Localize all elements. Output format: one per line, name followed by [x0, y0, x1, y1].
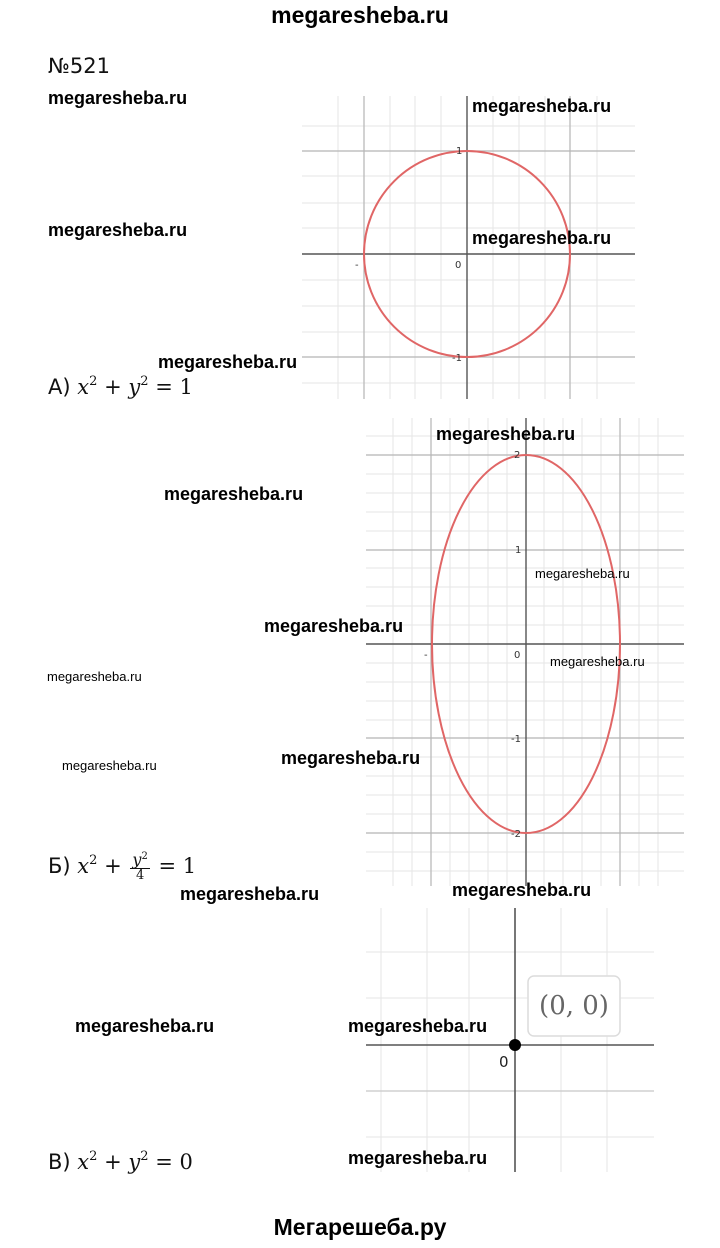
eq-c-y: y [128, 1150, 141, 1174]
graph-b-ellipse [366, 418, 684, 886]
watermark: megaresheba.ru [48, 88, 188, 108]
watermark: megaresheba.ru [62, 758, 157, 773]
eq-c-y-exp: 2 [140, 1149, 149, 1164]
tick-label-y-neg2: -2 [511, 829, 521, 840]
eq-a-y: y [128, 375, 141, 399]
watermark: megaresheba.ru [48, 220, 188, 240]
tick-label-origin: 0 [514, 650, 521, 661]
watermark: megaresheba.ru [180, 884, 320, 904]
eq-c-x: x [77, 1150, 90, 1174]
eq-a-x: x [77, 375, 90, 399]
watermark: megaresheba.ru [550, 654, 645, 669]
eq-c-rhs: = 0 [155, 1150, 193, 1174]
watermark: megaresheba.ru [436, 424, 576, 444]
eq-b-x: x [77, 854, 90, 878]
eq-b-plus: + [104, 854, 122, 878]
watermark: megaresheba.ru [281, 748, 421, 768]
watermark: megaresheba.ru [158, 352, 298, 372]
equation-b-label: Б) [48, 854, 71, 878]
watermark: megaresheba.ru [535, 566, 630, 581]
eq-a-x-exp: 2 [89, 374, 98, 389]
equation-c [48, 1150, 193, 1174]
site-footer: Мегарешеба.ру [273, 1214, 447, 1240]
equation-a [48, 375, 193, 399]
eq-b-y: y [132, 850, 142, 869]
watermark: megaresheba.ru [472, 96, 612, 116]
equation-c-label: В) [48, 1150, 71, 1174]
eq-b-rhs: = 1 [158, 854, 197, 878]
watermark: megaresheba.ru [47, 669, 142, 684]
eq-b-fraction [130, 852, 149, 883]
watermark: megaresheba.ru [452, 880, 592, 900]
tick-label-y-neg1: -1 [511, 734, 521, 745]
watermark: megaresheba.ru [75, 1016, 215, 1036]
equation-b [48, 852, 196, 883]
tick-label-origin: 0 [499, 1053, 509, 1071]
equation-a-label: А) [48, 375, 71, 399]
eq-a-rhs: = 1 [155, 375, 193, 399]
eq-b-denominator: 4 [130, 868, 149, 883]
tick-label-y-1: 1 [515, 545, 522, 556]
tick-label-x-neg: - [424, 650, 428, 661]
watermark: megaresheba.ru [264, 616, 404, 636]
tick-label-y-pos: 1 [456, 146, 463, 157]
task-number: №521 [48, 54, 110, 78]
eq-c-x-exp: 2 [89, 1149, 98, 1164]
eq-b-y-exp: 2 [141, 851, 148, 862]
eq-a-y-exp: 2 [140, 374, 149, 389]
eq-a-plus: + [104, 375, 122, 399]
origin-point [509, 1039, 521, 1051]
tick-label-y-2: 2 [514, 450, 521, 461]
eq-c-plus: + [104, 1150, 122, 1174]
watermark: megaresheba.ru [348, 1148, 488, 1168]
watermark: megaresheba.ru [164, 484, 304, 504]
eq-b-x-exp: 2 [89, 853, 98, 868]
graph-c-point [366, 908, 654, 1172]
tick-label-x-neg: - [355, 260, 359, 271]
watermark: megaresheba.ru [348, 1016, 488, 1036]
point-label: (0, 0) [539, 991, 609, 1021]
watermark: megaresheba.ru [472, 228, 612, 248]
site-header: megaresheba.ru [271, 2, 449, 28]
tick-label-y-neg: -1 [452, 353, 462, 364]
tick-label-origin: 0 [455, 260, 462, 271]
